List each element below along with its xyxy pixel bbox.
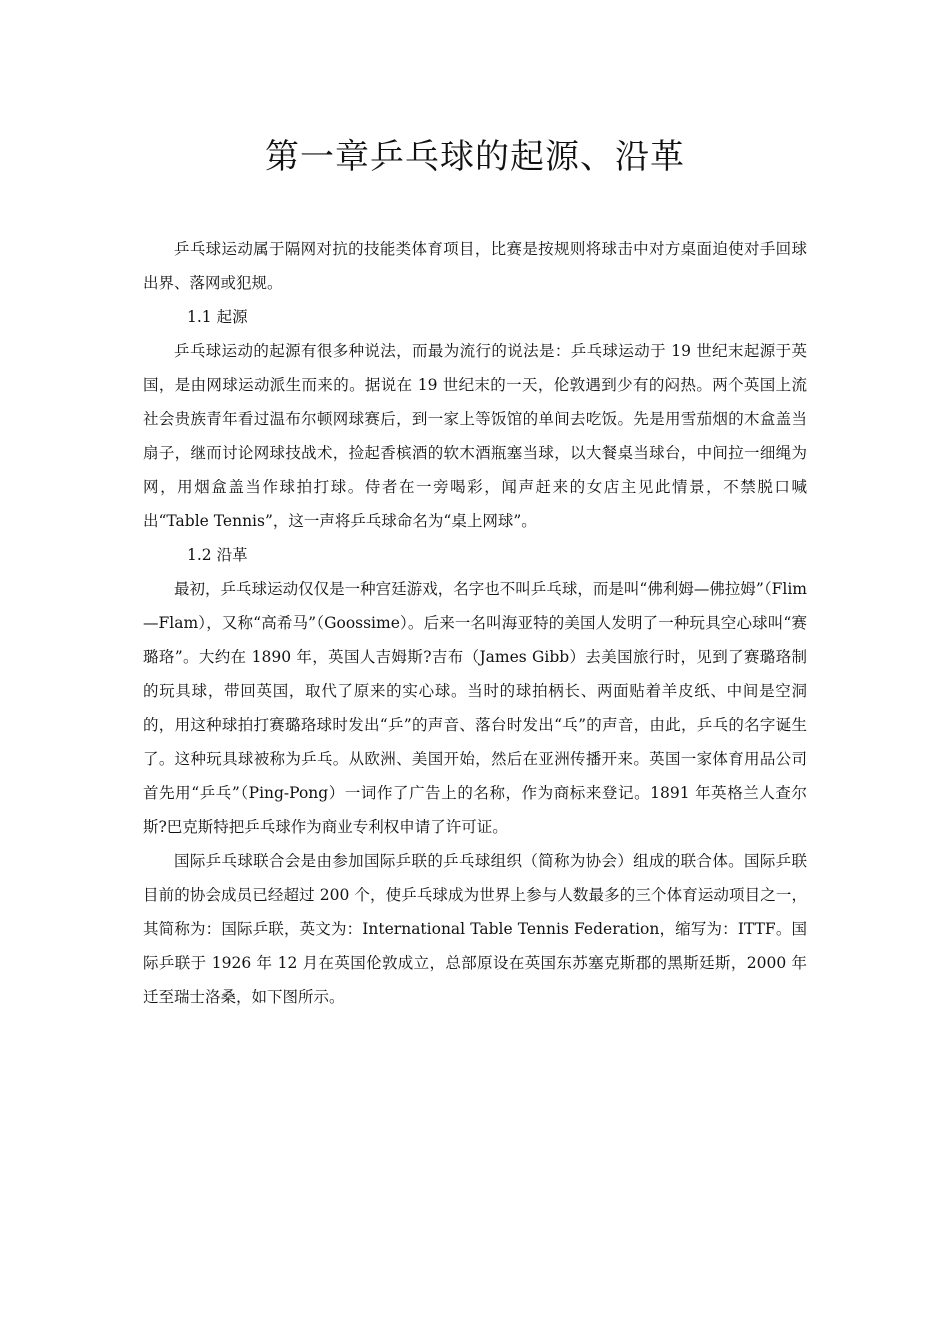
document-body bbox=[143, 232, 807, 1014]
history-paragraph: 最初，乒乓球运动仅仅是一种宫廷游戏，名字也不叫乒乓球，而是叫“佛利姆—佛拉姆”（Flim—Flam），又称“高希马”（Goossime）。后来一名叫海亚特的美国人发明了一种玩具空心球叫“赛璐珞”。大约在 1890 年，英国人吉姆斯?吉布（James Gibb）去美国旅行时，见到了赛璐珞制的玩具球，带回英国，取代了原来的实心球。当时的球拍柄长、两面贴着羊皮纸、中间是空洞的，用这种球拍打赛璐珞球时发出“乒”的声音、落台时发出“乓”的声音，由此，乒乓的名字诞生了。这种玩具球被称为乒乓。从欧洲、美国开始，然后在亚洲传播开来。英国一家体育用品公司首先用“乒乓”（Ping-Pong）一词作了广告上的名称，作为商标来登记。1891 年英格兰人查尔斯?巴克斯特把乒乓球作为商业专利权申请了许可证。 bbox=[143, 580, 807, 836]
section-heading-history: 1.2 沿革 bbox=[187, 546, 248, 564]
section-heading-origin: 1.1 起源 bbox=[187, 308, 248, 326]
ittf-paragraph: 国际乒乓球联合会是由参加国际乒联的乒乓球组织（简称为协会）组成的联合体。国际乒联目前的协会成员已经超过 200 个，使乒乓球成为世界上参与人数最多的三个体育运动项目之一，其简称为：国际乒联，英文为：International Table Tennis Federation，缩写为：ITTF。国际乒联于 1926 年 12 月在英国伦敦成立，总部原设在英国东苏塞克斯郡的黑斯廷斯，2000 年迁至瑞士洛桑，如下图所示。 bbox=[143, 852, 807, 1006]
origin-paragraph: 乒乓球运动的起源有很多种说法，而最为流行的说法是：乒乓球运动于 19 世纪末起源于英国，是由网球运动派生而来的。据说在 19 世纪末的一天，伦敦遇到少有的闷热。两个英国上流社会贵族青年看过温布尔顿网球赛后，到一家上等饭馆的单间去吃饭。先是用雪茄烟的木盒盖当扇子，继而讨论网球技战术，捡起香槟酒的软木酒瓶塞当球，以大餐桌当球台，中间拉一细绳为网，用烟盒盖当作球拍打球。侍者在一旁喝彩，闻声赶来的女店主见此情景，不禁脱口喊出“Table Tennis”，这一声将乒乓球命名为“桌上网球”。 bbox=[143, 342, 807, 530]
chapter-title: 第一章乒乓球的起源、沿革 bbox=[265, 137, 685, 177]
intro-paragraph: 乒乓球运动属于隔网对抗的技能类体育项目，比赛是按规则将球击中对方桌面迫使对手回球出界、落网或犯规。 bbox=[143, 240, 807, 292]
